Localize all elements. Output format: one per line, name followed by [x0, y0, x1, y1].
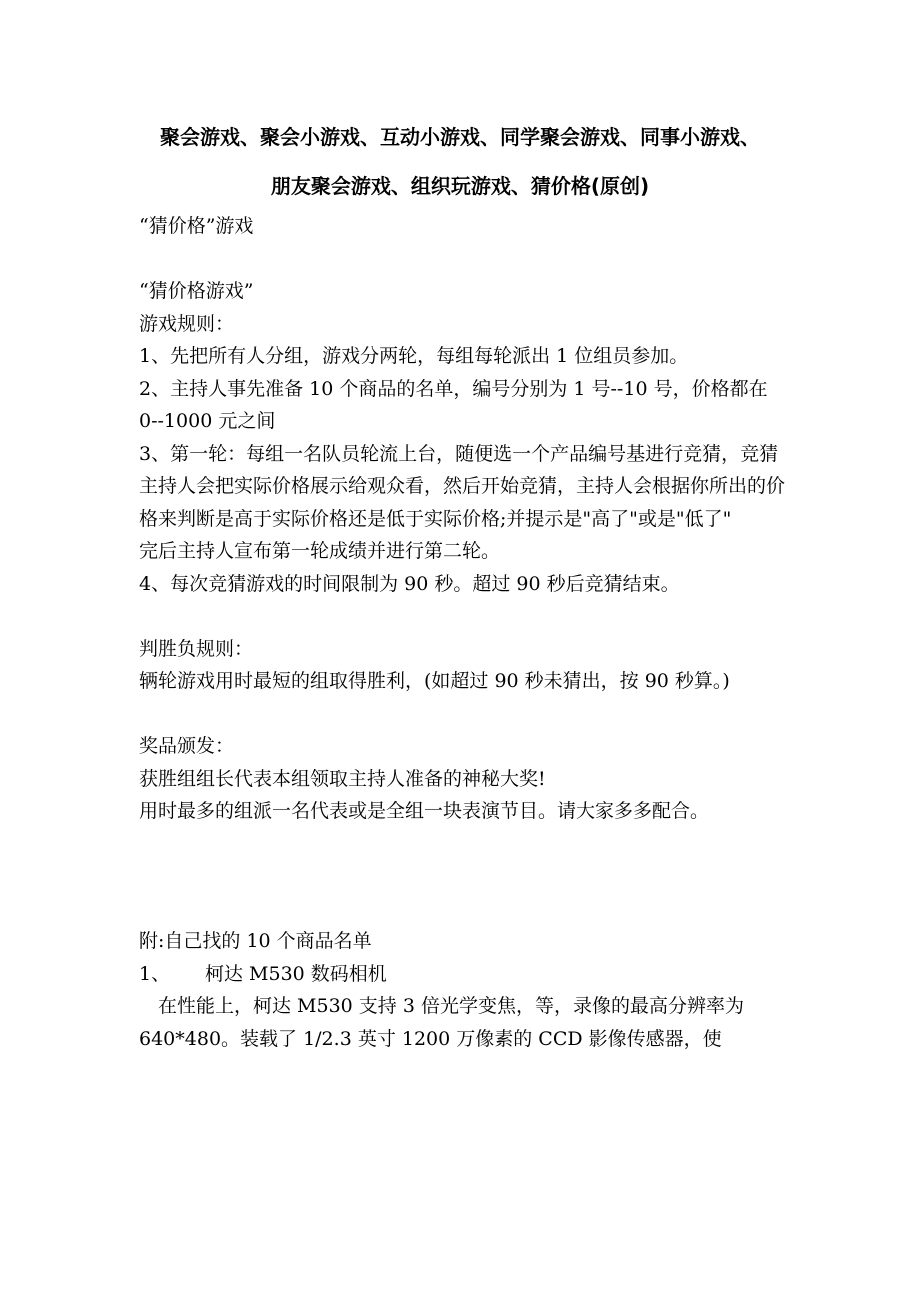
document-title-line-2: 朋友聚会游戏、组织玩游戏、猜价格(原创) [270, 174, 650, 198]
rule-item: 4、每次竞猜游戏的时间限制为 90 秒。超过 90 秒后竞猜结束。 [139, 572, 680, 595]
rule-item: 2、主持人事先准备 10 个商品的名单，编号分别为 1 号--10 号，价格都在 0--1000 元之间 [139, 377, 768, 432]
game-subtitle: “猜价格”游戏 [139, 215, 254, 237]
document-body [139, 210, 789, 1055]
document-title-line-1: 聚会游戏、聚会小游戏、互动小游戏、同学聚会游戏、同事小游戏、 [160, 125, 760, 149]
spacer [139, 860, 789, 893]
prize-line: 用时最多的组派一名代表或是全组一块表演节目。请大家多多配合。 [139, 800, 710, 822]
rule-item: 1、先把所有人分组，游戏分两轮，每组每轮派出 1 位组员参加。 [139, 345, 689, 367]
product-number: 1、 [139, 962, 171, 985]
spacer [139, 893, 789, 926]
rules-heading: 游戏规则： [139, 312, 235, 335]
spacer [139, 828, 789, 861]
product-item [139, 958, 789, 991]
product-description: 在性能上，柯达 M530 支持 3 倍光学变焦，等，录像的最高分辨率为 640*480。装载了 1/2.3 英寸 1200 万像素的 CCD 影像传感器，使 [139, 995, 744, 1050]
prize-line: 获胜组组长代表本组领取主持人准备的神秘大奖! [139, 767, 546, 790]
spacer [139, 698, 789, 731]
product-name: 柯达 M530 数码相机 [205, 962, 387, 985]
prize-heading: 奖品颁发： [139, 735, 235, 757]
judge-heading: 判胜负规则： [139, 637, 254, 660]
appendix-heading: 附:自己找的 10 个商品名单 [139, 930, 372, 952]
spacer [139, 243, 789, 276]
rule-item: 3、第一轮：每组一名队员轮流上台，随便选一个产品编号基进行竞猜，竞猜主持人会把实际价格展示给观众看，然后开始竞猜，主持人会根据你所出的价格来判断是高于实际价格还是低于实际价格;并提示是"高了"或是"低了" [139, 442, 786, 530]
rule-item: 完后主持人宣布第一轮成绩并进行第二轮。 [139, 540, 501, 562]
spacer [139, 600, 789, 633]
judge-text: 辆轮游戏用时最短的组取得胜利，(如超过 90 秒未猜出，按 90 秒算。) [139, 670, 730, 692]
game-name: “猜价格游戏” [139, 280, 254, 302]
